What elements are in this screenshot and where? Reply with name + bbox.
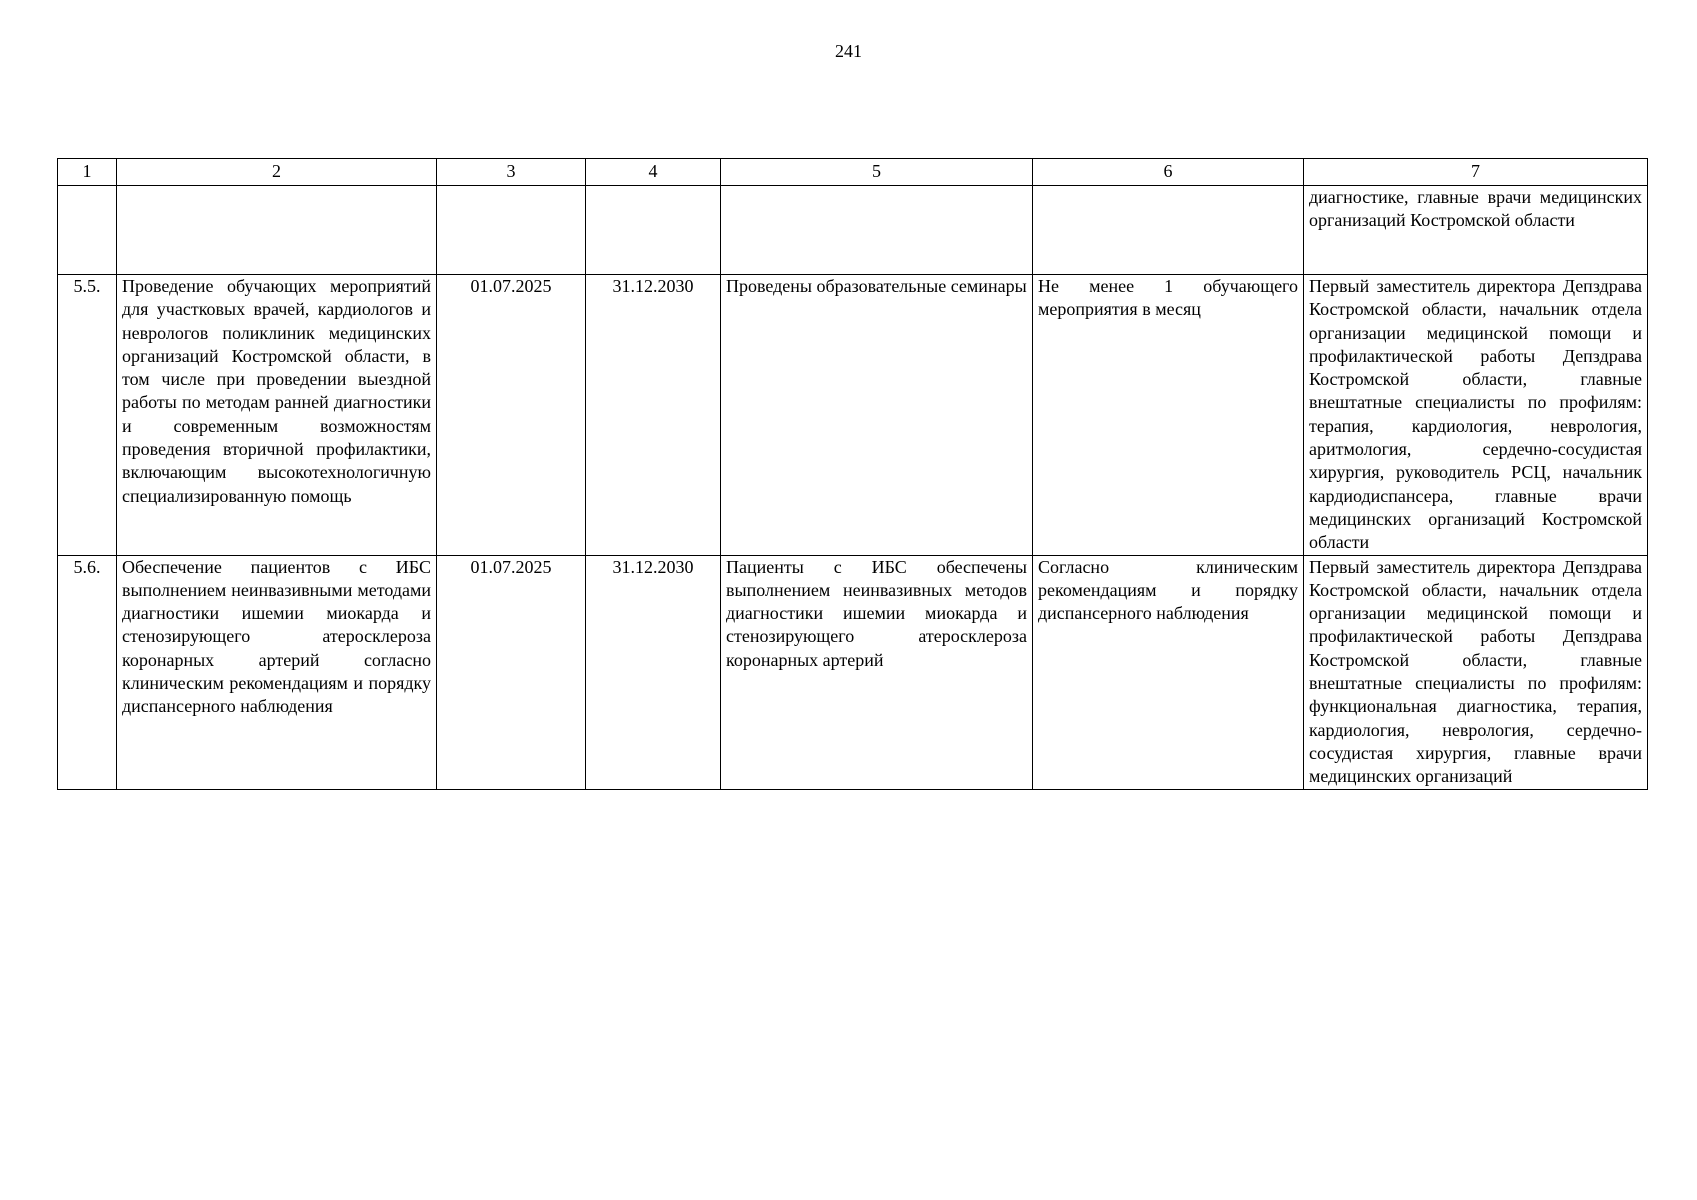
end-date-cell xyxy=(586,186,721,275)
table-row xyxy=(58,275,1648,556)
result-cell: Проведены образовательные семинары xyxy=(721,275,1033,556)
indicator-cell xyxy=(1033,186,1304,275)
column-header: 5 xyxy=(721,159,1033,186)
page-number: 241 xyxy=(835,41,862,61)
start-date-cell: 01.07.2025 xyxy=(437,275,586,556)
row-number-cell: 5.5. xyxy=(58,275,117,556)
header-row xyxy=(58,159,1648,186)
row-number-cell xyxy=(58,186,117,275)
indicator-cell: Согласно клиническим рекомендациям и порядку диспансерного наблюдения xyxy=(1033,555,1304,789)
responsible-cell: Первый заместитель директора Депздрава Костромской области, начальник отдела организации медицинской помощи и профилактической работы Депздрава Костромской области, главные внештатные специалисты по профилям: терапия, кардиология, неврология, аритмология, сердечно-сосудистая хирургия, руководитель РСЦ, начальник кардиодиспансера, главные врачи медицинских организаций Костромской области xyxy=(1304,275,1648,556)
column-header: 7 xyxy=(1304,159,1648,186)
column-header: 1 xyxy=(58,159,117,186)
table-row xyxy=(58,555,1648,789)
event-cell: Проведение обучающих мероприятий для участковых врачей, кардиологов и неврологов поликлиник медицинских организаций Костромской области, в том числе при проведении выездной работы по методам ранней диагностики и современным возможностям проведения вторичной профилактики, включающим высокотехнологичную специализированную помощь xyxy=(117,275,437,556)
result-cell xyxy=(721,186,1033,275)
result-cell: Пациенты с ИБС обеспечены выполнением неинвазивных методов диагностики ишемии миокарда и стенозирующего атеросклероза коронарных артерий xyxy=(721,555,1033,789)
start-date-cell: 01.07.2025 xyxy=(437,555,586,789)
activities-table xyxy=(57,158,1648,790)
event-cell: Обеспечение пациентов с ИБС выполнением неинвазивными методами диагностики ишемии миокарда и стенозирующего атеросклероза коронарных артерий согласно клиническим рекомендациям и порядку диспансерного наблюдения xyxy=(117,555,437,789)
indicator-cell: Не менее 1 обучающего мероприятия в месяц xyxy=(1033,275,1304,556)
table-header xyxy=(58,159,1648,186)
start-date-cell xyxy=(437,186,586,275)
table-row xyxy=(58,186,1648,275)
row-number-cell: 5.6. xyxy=(58,555,117,789)
column-header: 4 xyxy=(586,159,721,186)
column-header: 3 xyxy=(437,159,586,186)
responsible-cell: диагностике, главные врачи медицинских организаций Костромской области xyxy=(1304,186,1648,275)
end-date-cell: 31.12.2030 xyxy=(586,555,721,789)
column-header: 6 xyxy=(1033,159,1304,186)
column-header: 2 xyxy=(117,159,437,186)
event-cell xyxy=(117,186,437,275)
end-date-cell: 31.12.2030 xyxy=(586,275,721,556)
responsible-cell: Первый заместитель директора Депздрава Костромской области, начальник отдела организации медицинской помощи и профилактической работы Депздрава Костромской области, главные внештатные специалисты по профилям: функциональная диагностика, терапия, кардиология, неврология, сердечно-сосудистая хирургия, главные врачи медицинских организаций xyxy=(1304,555,1648,789)
